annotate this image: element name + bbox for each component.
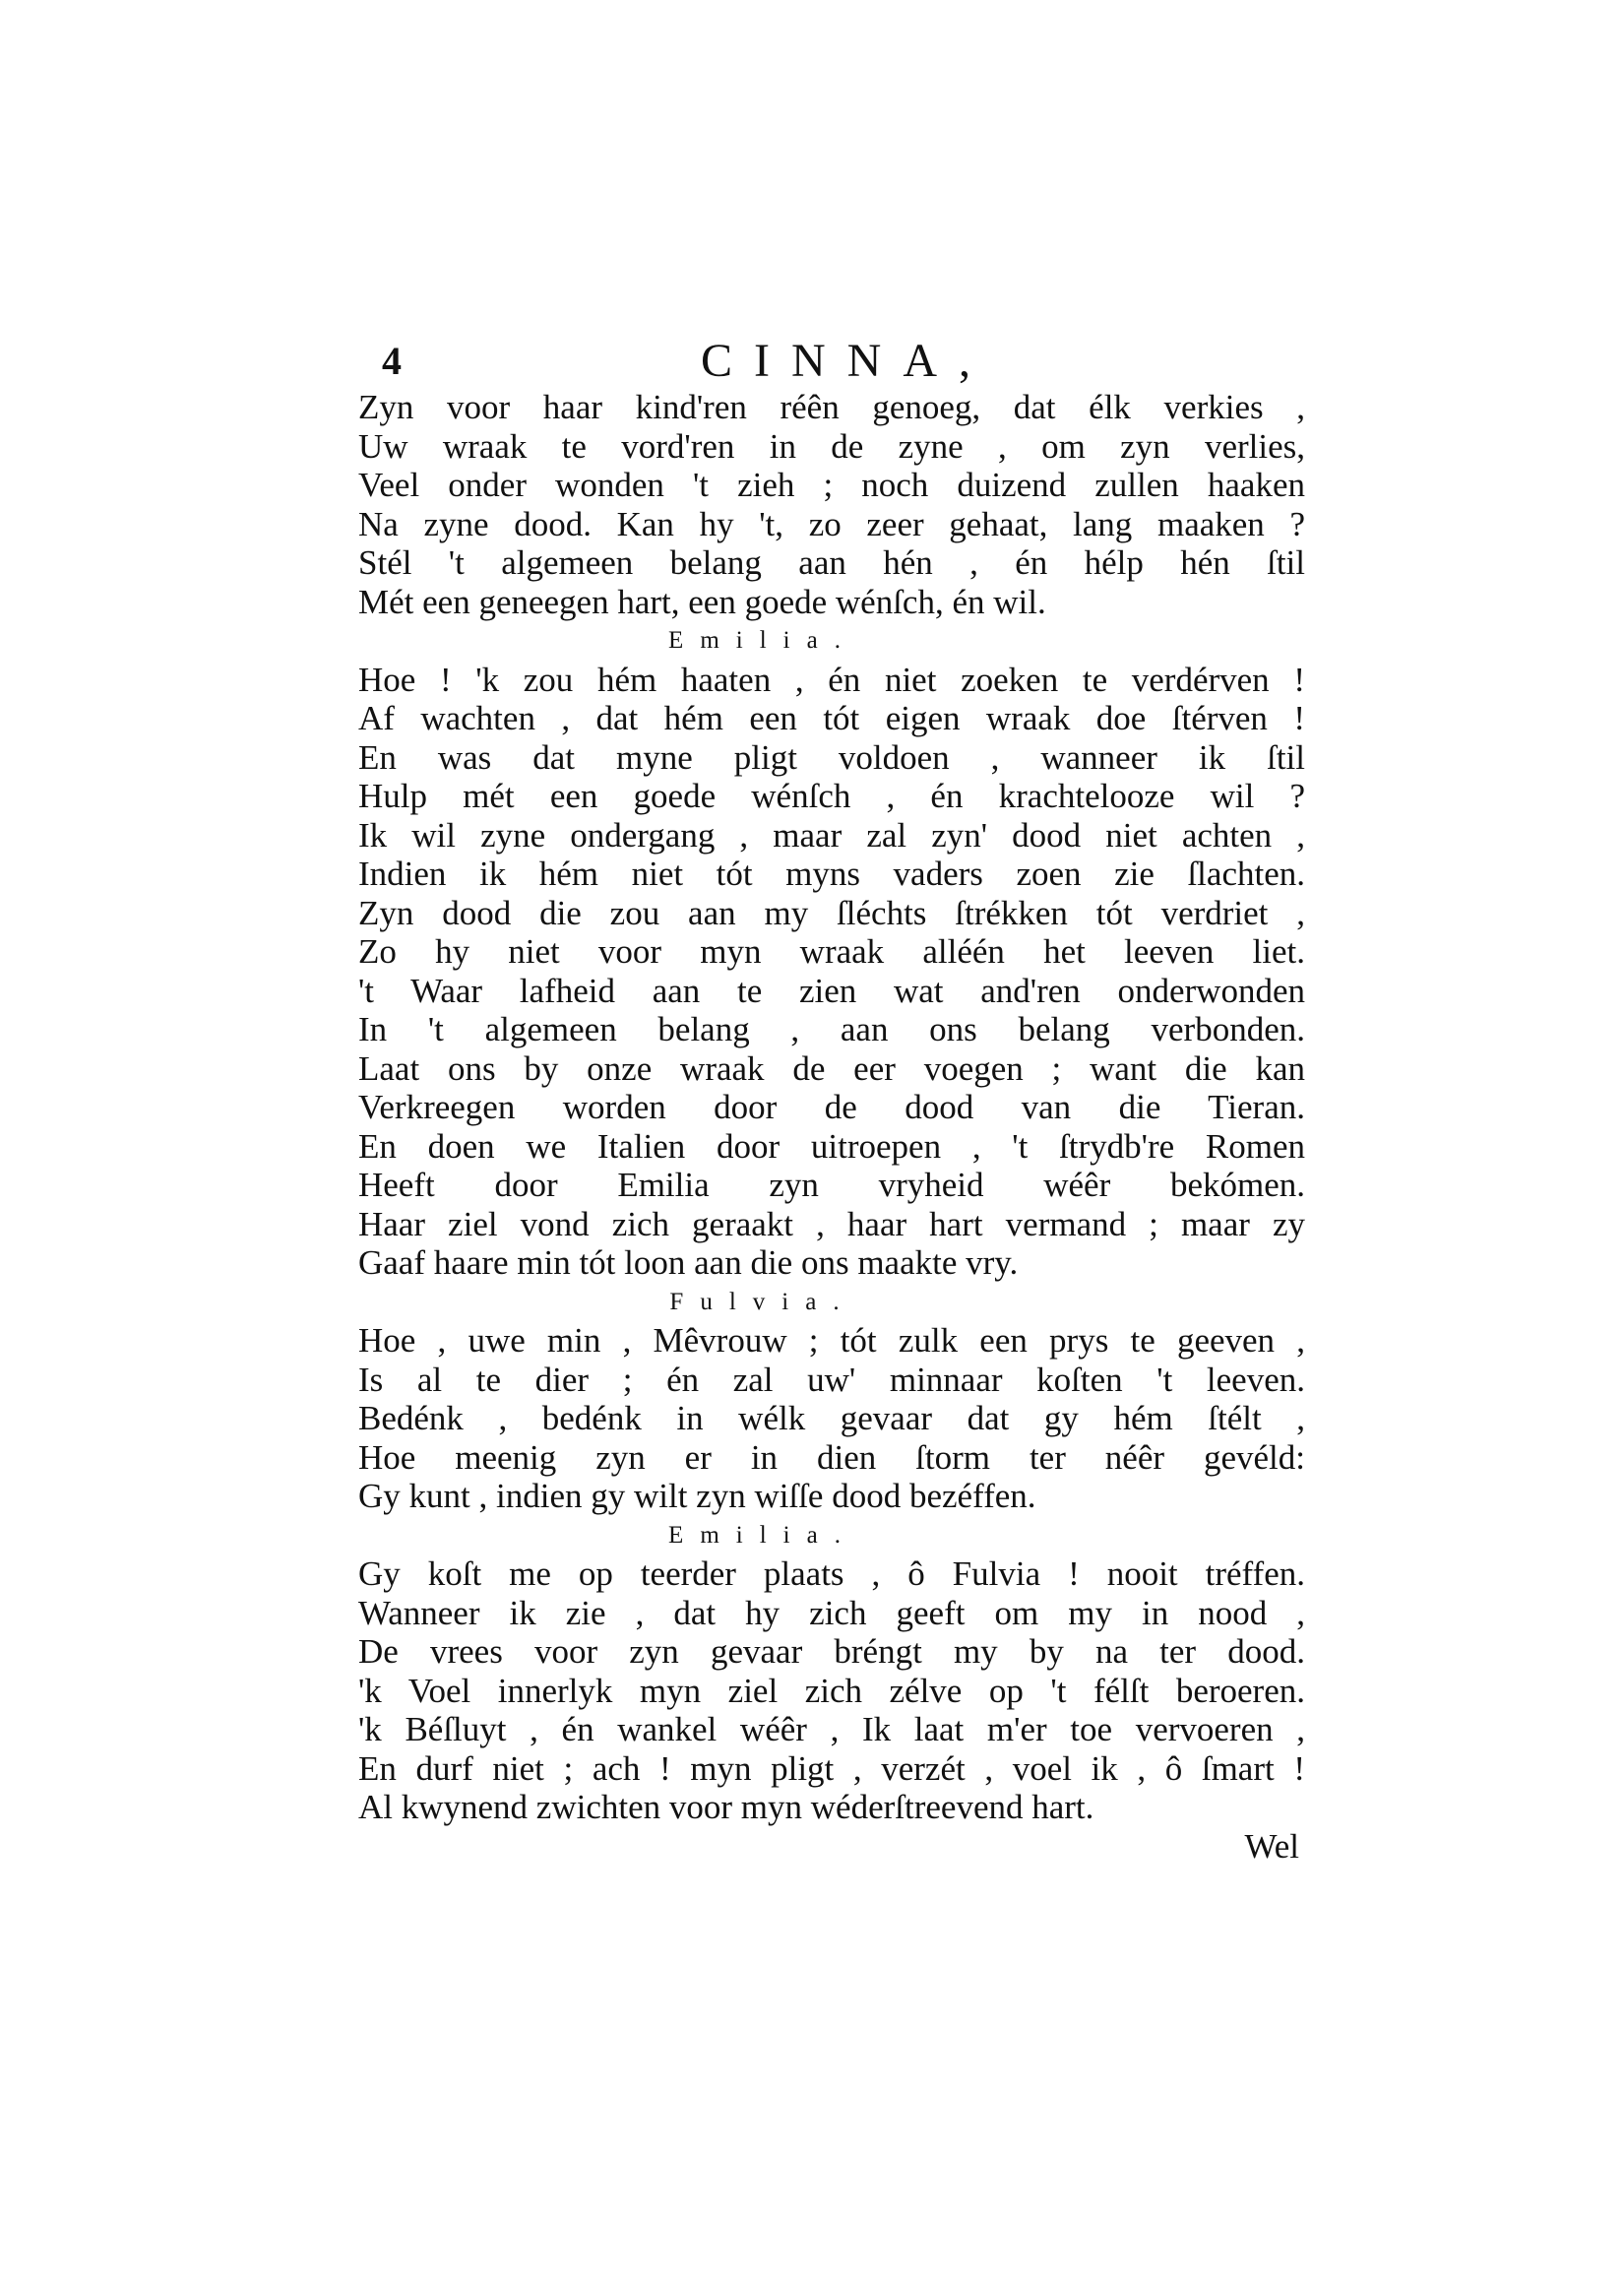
verse-line: Gaaf haare min tót loon aan die ons maakte vry. — [358, 1243, 1019, 1282]
verse-line: 't Waar lafheid aan te zien wat and'ren onderwonden — [358, 971, 1305, 1010]
verse-line: En was dat myne pligt voldoen , wanneer ik ſtil — [358, 737, 1305, 777]
verse-line: En durf niet ; ach ! myn pligt , verzét , voel ik , ô ſmart ! — [358, 1748, 1305, 1788]
verse-line: Hoe meenig zyn er in dien ſtorm ter néêr gevéld: — [358, 1437, 1305, 1477]
speaker-name: Emilia. — [668, 627, 857, 654]
verse-line: Stél 't algemeen belang aan hén , én hélp hén ſtil — [358, 543, 1305, 582]
verse-line: Wanneer ik zie , dat hy zich geeft om my in nood , — [358, 1593, 1305, 1632]
verse-line: Uw wraak te vord'ren in de zyne , om zyn verlies, — [358, 426, 1305, 466]
verse-line: Bedénk , bedénk in wélk gevaar dat gy hém ſtélt , — [358, 1399, 1305, 1437]
verse-line: Hulp mét een goede wénſch , én krachteloozе wil ? — [358, 777, 1305, 815]
verse-line: 'k Voel innerlyk myn ziel zich zélve op 't félſt beroeren. — [358, 1671, 1305, 1710]
verse-line: En doen we Italien door uitroepen , 't ſtrydb're Romen — [358, 1126, 1305, 1166]
verse-line: Zyn dood die zou aan my ſléchts ſtrékken tót verdriet , — [358, 893, 1305, 932]
verse-line: Zyn voor haar kind'ren réên genoeg, dat élk verkies , — [358, 388, 1305, 426]
page-header — [358, 335, 1305, 388]
text-block — [358, 335, 1305, 1867]
play-text — [358, 388, 1305, 1827]
verse-line: Verkreegen worden door de dood van die Tieran. — [358, 1088, 1305, 1126]
verse-line: Gy koſt me op teerder plaats , ô Fulvia ! nooit tréffen. — [358, 1554, 1305, 1593]
verse-line: Heeft door Emilia zyn vryheid wéêr bekómen. — [358, 1166, 1305, 1204]
running-title: CINNA, — [701, 335, 992, 387]
verse-line: De vrees voor zyn gevaar bréngt my by na ter dood. — [358, 1632, 1305, 1671]
verse-line: Ik wil zyne ondergang , maar zal zyn' dood niet achten , — [358, 815, 1305, 855]
verse-line: Al kwynend zwichten voor myn wéderſtreevend hart. — [358, 1788, 1094, 1826]
catchword: Wel — [1244, 1826, 1299, 1866]
verse-line: In 't algemeen belang , aan ons belang verbonden. — [358, 1010, 1305, 1048]
verse-line: Hoe , uwe min , Mêvrouw ; tót zulk een prys te geeven , — [358, 1321, 1305, 1360]
speaker-name: Emilia. — [668, 1521, 857, 1549]
verse-line: Zo hy niet voor myn wraak alléén het leeven liet. — [358, 932, 1305, 971]
verse-line: Is al te dier ; én zal uw' minnaar koſten 't leeven. — [358, 1360, 1305, 1399]
speaker-name: Fulvia. — [669, 1288, 856, 1315]
page-number: 4 — [382, 339, 402, 383]
verse-line: Indien ik hém niet tót myns vaders zoen zie ſlachten. — [358, 855, 1305, 893]
verse-line: Hoe ! 'k zou hém haaten , én niet zoeken te verdérven ! — [358, 660, 1305, 699]
verse-line: Mét een geneegen hart, een goede wénſch, én wil. — [358, 582, 1046, 621]
verse-line: Haar ziel vond zich geraakt , haar hart vermand ; maar zy — [358, 1204, 1305, 1243]
verse-line: Gy kunt , indien gy wilt zyn wiſſe dood bezéffen. — [358, 1477, 1036, 1515]
verse-line: Veel onder wonden 't zieh ; noch duizend zullen haaken — [358, 466, 1305, 504]
verse-line: Na zyne dood. Kan hy 't, zo zeer gehaat, lang maaken ? — [358, 504, 1305, 543]
verse-line: Af wachten , dat hém een tót eigen wraak doe ſtérven ! — [358, 699, 1305, 737]
verse-line: Laat ons by onze wraak de eer voegen ; want die kan — [358, 1048, 1305, 1088]
verse-line: 'k Béſluyt , én wankel wéêr , Ik laat m'er toe vervoeren , — [358, 1710, 1305, 1748]
